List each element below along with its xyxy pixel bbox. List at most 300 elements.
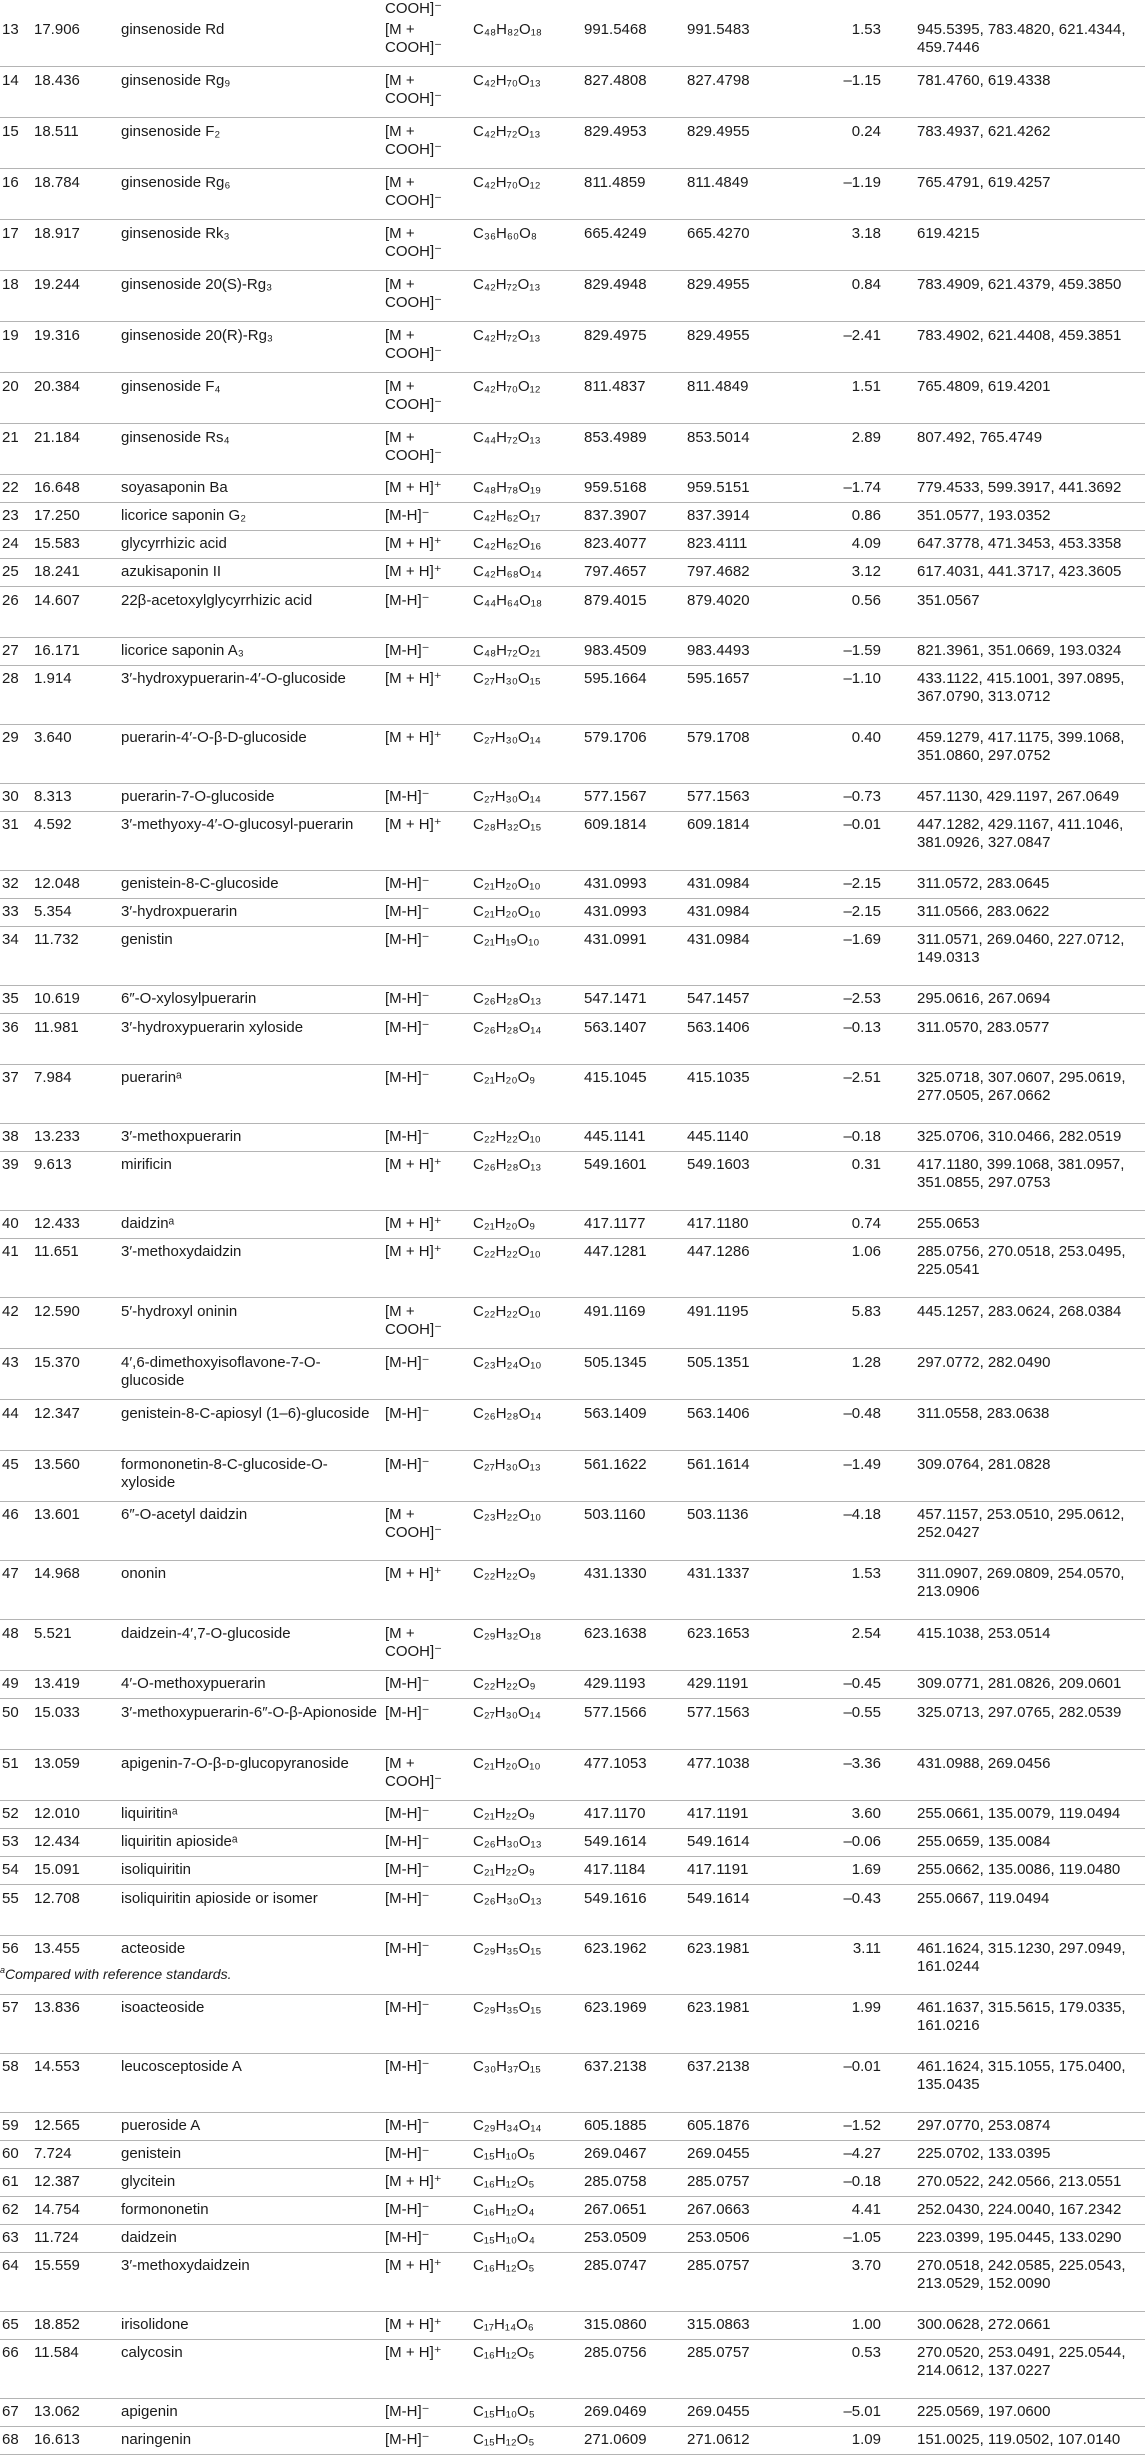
measured-mz: 417.1177	[584, 1215, 646, 1232]
calculated-mz: 445.1140	[687, 1128, 749, 1145]
mass-error: –0.55	[843, 1704, 881, 1721]
fragment-ions: 255.0653	[917, 1215, 980, 1232]
fragment-ions: 311.0907, 269.0809, 254.0570, 213.0906	[917, 1565, 1125, 1600]
table-row	[0, 1239, 1145, 1298]
ion-mode: [M-H]⁻	[385, 2201, 430, 2218]
mass-error: 4.09	[851, 535, 881, 552]
ion-mode: [M-H]⁻	[385, 1861, 430, 1878]
fragment-ions: 311.0572, 283.0645	[917, 875, 1050, 892]
fragment-ions: 461.1624, 315.1230, 297.0949, 161.0244	[917, 1940, 1126, 1975]
retention-time: 18.784	[34, 174, 80, 191]
table-row	[0, 67, 1145, 118]
fragment-ions: 311.0566, 283.0622	[917, 903, 1050, 920]
calculated-mz: 429.1191	[687, 1675, 749, 1692]
fragment-ions: 151.0025, 119.0502, 107.0140	[917, 2431, 1121, 2448]
ion-mode: [M + H]⁺	[385, 563, 442, 580]
row-number: 66	[2, 2344, 19, 2361]
retention-time: 12.010	[34, 1805, 80, 1822]
row-number: 21	[2, 429, 19, 446]
compound-name: 3′-hydroxypuerarin xyloside	[121, 1019, 304, 1036]
fragment-ions: 297.0770, 253.0874	[917, 2117, 1051, 2134]
ion-mode: [M + COOH]⁻	[385, 276, 443, 311]
fragment-ions: 447.1282, 429.1167, 411.1046, 381.0926, 327.0847	[917, 816, 1124, 851]
retention-time: 15.583	[34, 535, 80, 552]
measured-mz: 879.4015	[584, 592, 647, 609]
calculated-mz: 285.0757	[687, 2257, 750, 2274]
fragment-ions: 351.0577, 193.0352	[917, 507, 1051, 524]
measured-mz: 417.1184	[584, 1861, 646, 1878]
fragment-ions: 765.4809, 619.4201	[917, 378, 1051, 395]
measured-mz: 549.1616	[584, 1890, 647, 1907]
measured-mz: 623.1969	[584, 1999, 647, 2016]
molecular-formula: C₂₇H₃₀O₁₃	[473, 1456, 541, 1473]
measured-mz: 547.1471	[584, 990, 647, 1007]
mass-error: 2.89	[851, 429, 881, 446]
molecular-formula: C₂₂H₂₂O₉	[473, 1675, 536, 1692]
fragment-ions: 417.1180, 399.1068, 381.0957, 351.0855, 297.0753	[917, 1156, 1125, 1191]
calculated-mz: 315.0863	[687, 2316, 750, 2333]
molecular-formula: C₂₂H₂₂O₁₀	[473, 1128, 541, 1145]
table-row	[0, 2141, 1145, 2169]
measured-mz: 431.0991	[584, 931, 647, 948]
calculated-mz: 837.3914	[687, 507, 750, 524]
table-row	[0, 1502, 1145, 1561]
fragment-ions: 783.4909, 621.4379, 459.3850	[917, 276, 1122, 293]
mass-error: –1.69	[843, 931, 881, 948]
fragment-ions: 457.1130, 429.1197, 267.0649	[917, 788, 1120, 805]
ion-mode: [M-H]⁻	[385, 990, 430, 1007]
measured-mz: 959.5168	[584, 479, 647, 496]
molecular-formula: C₂₆H₃₀O₁₃	[473, 1890, 542, 1907]
mass-error: –3.36	[843, 1755, 881, 1772]
compound-name: isoacteoside	[121, 1999, 205, 2016]
row-number: 16	[2, 174, 19, 191]
calculated-mz: 271.0612	[687, 2431, 750, 2448]
ion-mode: [M-H]⁻	[385, 507, 430, 524]
molecular-formula: C₄₂H₇₀O₁₂	[473, 378, 541, 395]
table-row	[0, 220, 1145, 271]
row-number: 41	[2, 1243, 19, 1260]
compound-name: ginsenoside Rg₆	[121, 174, 231, 191]
retention-time: 3.640	[34, 729, 72, 746]
fragment-ions: 433.1122, 415.1001, 397.0895, 367.0790, 313.0712	[917, 670, 1125, 705]
retention-time: 4.592	[34, 816, 72, 833]
ion-mode: [M + H]⁺	[385, 729, 442, 746]
fragment-ions: 311.0570, 283.0577	[917, 1019, 1050, 1036]
ion-mode: [M + H]⁺	[385, 670, 442, 687]
table-footnote	[0, 1966, 231, 1982]
molecular-formula: C₂₈H₃₂O₁₅	[473, 816, 542, 833]
compound-name: 6″-O-acetyl daidzin	[121, 1506, 248, 1523]
table-row	[0, 587, 1145, 638]
fragment-ions: 619.4215	[917, 225, 980, 242]
retention-time: 7.984	[34, 1069, 72, 1086]
calculated-mz: 959.5151	[687, 479, 750, 496]
row-number: 67	[2, 2403, 19, 2420]
molecular-formula: C₁₆H₁₂O₄	[473, 2201, 535, 2218]
mass-error: 0.40	[851, 729, 881, 746]
molecular-formula: C₂₂H₂₂O₁₀	[473, 1243, 541, 1260]
compound-name: calycosin	[121, 2344, 183, 2361]
calculated-mz: 579.1708	[687, 729, 750, 746]
retention-time: 12.048	[34, 875, 80, 892]
compound-name: naringenin	[121, 2431, 192, 2448]
measured-mz: 623.1962	[584, 1940, 647, 1957]
row-number: 30	[2, 788, 19, 805]
table-row	[0, 927, 1145, 986]
ion-mode: [M-H]⁻	[385, 1675, 430, 1692]
fragment-ions: 285.0756, 270.0518, 253.0495, 225.0541	[917, 1243, 1126, 1278]
fragment-ions: 300.0628, 272.0661	[917, 2316, 1051, 2333]
retention-time: 21.184	[34, 429, 80, 446]
measured-mz: 267.0651	[584, 2201, 647, 2218]
row-number: 18	[2, 276, 19, 293]
table-row	[0, 899, 1145, 927]
molecular-formula: C₁₅H₁₀O₄	[473, 2229, 535, 2246]
molecular-formula: C₂₉H₃₄O₁₄	[473, 2117, 542, 2134]
measured-mz: 609.1814	[584, 816, 647, 833]
calculated-mz: 563.1406	[687, 1405, 750, 1422]
fragment-ions: 457.1157, 253.0510, 295.0612, 252.0427	[917, 1506, 1125, 1541]
fragment-ions: 270.0520, 253.0491, 225.0544, 214.0612, 137.0227	[917, 2344, 1126, 2379]
measured-mz: 445.1141	[584, 1128, 646, 1145]
compound-name: puerarin-7-O-glucoside	[121, 788, 275, 805]
molecular-formula: C₄₂H₇₂O₁₃	[473, 123, 541, 140]
retention-time: 1.914	[34, 670, 72, 687]
retention-time: 19.316	[34, 327, 80, 344]
ion-mode: [M + H]⁺	[385, 1215, 442, 1232]
measured-mz: 415.1045	[584, 1069, 647, 1086]
row-number: 38	[2, 1128, 19, 1145]
calculated-mz: 547.1457	[687, 990, 750, 1007]
calculated-mz: 797.4682	[687, 563, 750, 580]
mass-error: –0.01	[843, 816, 881, 833]
molecular-formula: C₂₇H₃₀O₁₄	[473, 1704, 541, 1721]
ion-mode: [M + H]⁺	[385, 1565, 442, 1582]
mass-error: 1.06	[851, 1243, 881, 1260]
measured-mz: 269.0469	[584, 2403, 647, 2420]
molecular-formula: C₂₃H₂₄O₁₀	[473, 1354, 542, 1371]
table-row	[0, 1065, 1145, 1124]
retention-time: 9.613	[34, 1156, 72, 1173]
row-number: 52	[2, 1805, 19, 1822]
mass-error: 0.31	[851, 1156, 881, 1173]
row-number: 65	[2, 2316, 19, 2333]
row-number: 19	[2, 327, 19, 344]
mass-error: –1.49	[843, 1456, 881, 1473]
ion-mode: [M-H]⁻	[385, 642, 430, 659]
measured-mz: 991.5468	[584, 21, 647, 38]
row-number: 49	[2, 1675, 19, 1692]
table-row	[0, 638, 1145, 666]
measured-mz: 577.1567	[584, 788, 647, 805]
row-number: 62	[2, 2201, 19, 2218]
ion-mode: [M-H]⁻	[385, 1805, 430, 1822]
compound-name: ginsenoside F₂	[121, 123, 221, 140]
measured-mz: 829.4953	[584, 123, 647, 140]
molecular-formula: C₄₄H₇₂O₁₃	[473, 429, 541, 446]
compound-name: 3′-hydroxpuerarin	[121, 903, 238, 920]
row-number: 43	[2, 1354, 19, 1371]
retention-time: 14.754	[34, 2201, 80, 2218]
retention-time: 7.724	[34, 2145, 72, 2162]
fragment-ions: 311.0558, 283.0638	[917, 1405, 1050, 1422]
table-row	[0, 1995, 1145, 2054]
retention-time: 11.584	[34, 2344, 79, 2361]
molecular-formula: C₂₇H₃₀O₁₄	[473, 788, 541, 805]
calculated-mz: 477.1038	[687, 1755, 750, 1772]
fragment-ions: 255.0659, 135.0084	[917, 1833, 1051, 1850]
table-row	[0, 559, 1145, 587]
table-row	[0, 271, 1145, 322]
table-row	[0, 1857, 1145, 1885]
compound-name: ginsenoside F₄	[121, 378, 221, 395]
compound-name: 4′,6-dimethoxyisoflavone-7-O-glucoside	[121, 1354, 321, 1389]
measured-mz: 549.1614	[584, 1833, 647, 1850]
mass-error: –2.41	[843, 327, 881, 344]
calculated-mz: 811.4849	[687, 378, 749, 395]
fragment-ions: 945.5395, 783.4820, 621.4344, 459.7446	[917, 21, 1126, 56]
mass-error: –0.45	[843, 1675, 881, 1692]
fragment-ions: 325.0706, 310.0466, 282.0519	[917, 1128, 1122, 1145]
table-row	[0, 1211, 1145, 1239]
retention-time: 17.906	[34, 21, 80, 38]
molecular-formula: C₂₆H₂₈O₁₃	[473, 1156, 542, 1173]
table-row	[0, 118, 1145, 169]
retention-time: 20.384	[34, 378, 80, 395]
calculated-mz: 991.5483	[687, 21, 750, 38]
measured-mz: 269.0467	[584, 2145, 647, 2162]
mass-error: –0.13	[843, 1019, 881, 1036]
ion-mode: [M-H]⁻	[385, 1704, 430, 1721]
row-number: 13	[2, 21, 19, 38]
mass-error: –2.15	[843, 875, 881, 892]
measured-mz: 563.1409	[584, 1405, 647, 1422]
calculated-mz: 431.0984	[687, 903, 750, 920]
molecular-formula: C₂₁H₂₀O₉	[473, 1215, 536, 1232]
mass-error: 1.53	[851, 1565, 881, 1582]
measured-mz: 447.1281	[584, 1243, 647, 1260]
compound-name: ginsenoside Rd	[121, 21, 225, 38]
retention-time: 10.619	[34, 990, 80, 1007]
calculated-mz: 665.4270	[687, 225, 750, 242]
measured-mz: 285.0758	[584, 2173, 647, 2190]
table-row	[0, 1671, 1145, 1699]
measured-mz: 829.4975	[584, 327, 647, 344]
measured-mz: 579.1706	[584, 729, 647, 746]
mass-error: –0.01	[843, 2058, 881, 2075]
compound-name: 3′-methoxpuerarin	[121, 1128, 242, 1145]
measured-mz: 561.1622	[584, 1456, 647, 1473]
row-number: 23	[2, 507, 19, 524]
table-row	[0, 1620, 1145, 1671]
table-row	[0, 1561, 1145, 1620]
measured-mz: 549.1601	[584, 1156, 647, 1173]
compound-name: licorice saponin A₃	[121, 642, 244, 659]
mass-error: 0.86	[851, 507, 881, 524]
retention-time: 12.347	[34, 1405, 80, 1422]
ion-mode: [M-H]⁻	[385, 1128, 430, 1145]
molecular-formula: C₂₂H₂₂O₉	[473, 1565, 536, 1582]
table-row	[0, 2054, 1145, 2113]
calculated-mz: 605.1876	[687, 2117, 750, 2134]
molecular-formula: C₂₁H₂₂O₉	[473, 1805, 535, 1822]
calculated-mz: 563.1406	[687, 1019, 750, 1036]
molecular-formula: C₂₇H₃₀O₁₅	[473, 670, 541, 687]
ion-mode: [M-H]⁻	[385, 2117, 430, 2134]
fragment-ions: 781.4760, 619.4338	[917, 72, 1051, 89]
mass-error: –1.15	[843, 72, 881, 89]
mass-error: 4.41	[851, 2201, 881, 2218]
table-row	[0, 1152, 1145, 1211]
compound-table-body	[0, 16, 1145, 2455]
mass-error: –4.27	[843, 2145, 881, 2162]
calculated-mz: 829.4955	[687, 123, 750, 140]
retention-time: 14.553	[34, 2058, 80, 2075]
compound-name: 4′-O-methoxypuerarin	[121, 1675, 266, 1692]
ion-mode: [M + COOH]⁻	[385, 1755, 443, 1790]
ion-mode: [M + H]⁺	[385, 479, 442, 496]
calculated-mz: 595.1657	[687, 670, 750, 687]
footnote-text: Compared with reference standards.	[5, 1966, 232, 1982]
calculated-mz: 269.0455	[687, 2145, 750, 2162]
molecular-formula: C₄₂H₇₂O₁₃	[473, 327, 541, 344]
molecular-formula: C₄₈H₇₈O₁₉	[473, 479, 542, 496]
row-number: 27	[2, 642, 19, 659]
table-row	[0, 531, 1145, 559]
ion-mode: [M + H]⁺	[385, 2344, 442, 2361]
compound-name: acteoside	[121, 1940, 186, 1957]
compound-name: liquiritin apiosideᵃ	[121, 1833, 238, 1850]
ion-mode: [M-H]⁻	[385, 903, 430, 920]
table-row	[0, 424, 1145, 475]
row-number: 20	[2, 378, 19, 395]
molecular-formula: C₂₆H₂₈O₁₄	[473, 1019, 542, 1036]
table-row	[0, 986, 1145, 1014]
compound-name: puerarin-4′-O-β-D-glucoside	[121, 729, 307, 746]
table-row	[0, 1451, 1145, 1502]
mass-error: –1.19	[843, 174, 881, 191]
row-number: 54	[2, 1861, 19, 1878]
ion-mode: [M + COOH]⁻	[385, 327, 443, 362]
fragment-ions: 461.1624, 315.1055, 175.0400, 135.0435	[917, 2058, 1126, 2093]
measured-mz: 623.1638	[584, 1625, 647, 1642]
molecular-formula: C₂₇H₃₀O₁₄	[473, 729, 541, 746]
molecular-formula: C₁₆H₁₂O₅	[473, 2344, 535, 2361]
measured-mz: 563.1407	[584, 1019, 647, 1036]
compound-name: mirificin	[121, 1156, 172, 1173]
table-row	[0, 784, 1145, 812]
mass-error: 1.51	[851, 378, 881, 395]
measured-mz: 811.4859	[584, 174, 646, 191]
molecular-formula: C₂₆H₂₈O₁₄	[473, 1405, 542, 1422]
measured-mz: 431.0993	[584, 903, 647, 920]
mass-error: 3.18	[851, 225, 881, 242]
calculated-mz: 623.1653	[687, 1625, 750, 1642]
measured-mz: 823.4077	[584, 535, 647, 552]
compound-name: isoliquiritin	[121, 1861, 192, 1878]
row-number: 45	[2, 1456, 19, 1473]
ion-mode: [M + H]⁺	[385, 2173, 442, 2190]
table-row	[0, 2113, 1145, 2141]
measured-mz: 637.2138	[584, 2058, 647, 2075]
ion-mode: [M-H]⁻	[385, 1019, 430, 1036]
calculated-mz: 549.1614	[687, 1833, 750, 1850]
retention-time: 18.436	[34, 72, 80, 89]
fragment-ions: 255.0662, 135.0086, 119.0480	[917, 1861, 1121, 1878]
fragment-ions: 461.1637, 315.5615, 179.0335, 161.0216	[917, 1999, 1126, 2034]
compound-name: 22β-acetoxylglycyrrhizic acid	[121, 592, 313, 609]
ion-mode: [M + H]⁺	[385, 1243, 442, 1260]
ion-mode: [M-H]⁻	[385, 1405, 430, 1422]
table-row	[0, 871, 1145, 899]
retention-time: 18.241	[34, 563, 80, 580]
table-row	[0, 169, 1145, 220]
retention-time: 15.033	[34, 1704, 80, 1721]
row-number: 28	[2, 670, 19, 687]
molecular-formula: C₂₁H₂₀O₉	[473, 1069, 536, 1086]
calculated-mz: 577.1563	[687, 1704, 750, 1721]
compound-name: genistein	[121, 2145, 182, 2162]
table-row	[0, 1936, 1145, 1995]
compound-name: formononetin-8-C-glucoside-O-xyloside	[121, 1456, 328, 1491]
fragment-ions: 821.3961, 351.0669, 193.0324	[917, 642, 1122, 659]
mass-error: –0.18	[843, 2173, 881, 2190]
molecular-formula: C₃₆H₆₀O₈	[473, 225, 537, 242]
retention-time: 16.613	[34, 2431, 80, 2448]
measured-mz: 417.1170	[584, 1805, 646, 1822]
row-number: 29	[2, 729, 19, 746]
compound-name: apigenin	[121, 2403, 178, 2420]
ion-mode: [M-H]⁻	[385, 592, 430, 609]
ion-mode: [M-H]⁻	[385, 1354, 430, 1371]
retention-time: 12.387	[34, 2173, 80, 2190]
retention-time: 16.648	[34, 479, 80, 496]
ion-mode: [M-H]⁻	[385, 1940, 430, 1957]
molecular-formula: C₁₆H₁₂O₅	[473, 2257, 535, 2274]
row-number: 22	[2, 479, 19, 496]
measured-mz: 853.4989	[584, 429, 647, 446]
mass-error: –0.18	[843, 1128, 881, 1145]
mass-error: 1.53	[851, 21, 881, 38]
mass-error: 1.99	[851, 1999, 881, 2016]
fragment-ions: 252.0430, 224.0040, 167.2342	[917, 2201, 1122, 2218]
mass-error: –5.01	[843, 2403, 881, 2420]
retention-time: 14.607	[34, 592, 80, 609]
compound-name: ginsenoside 20(R)-Rg₃	[121, 327, 274, 344]
table-row	[0, 2225, 1145, 2253]
calculated-mz: 637.2138	[687, 2058, 750, 2075]
retention-time: 11.724	[34, 2229, 79, 2246]
table-row	[0, 1750, 1145, 1801]
calculated-mz: 253.0506	[687, 2229, 750, 2246]
ion-mode: [M-H]⁻	[385, 875, 430, 892]
retention-time: 15.370	[34, 1354, 80, 1371]
retention-time: 12.565	[34, 2117, 80, 2134]
measured-mz: 983.4509	[584, 642, 647, 659]
compound-name: ononin	[121, 1565, 167, 1582]
calculated-mz: 417.1191	[687, 1861, 749, 1878]
molecular-formula: C₄₄H₆₄O₁₈	[473, 592, 543, 609]
compound-name: glycitein	[121, 2173, 176, 2190]
retention-time: 12.708	[34, 1890, 80, 1907]
mass-error: 3.60	[851, 1805, 881, 1822]
retention-time: 13.419	[34, 1675, 80, 1692]
ion-mode: [M + COOH]⁻	[385, 174, 443, 209]
table-row	[0, 16, 1145, 67]
fragment-ions: 223.0399, 195.0445, 133.0290	[917, 2229, 1122, 2246]
measured-mz: 829.4948	[584, 276, 647, 293]
